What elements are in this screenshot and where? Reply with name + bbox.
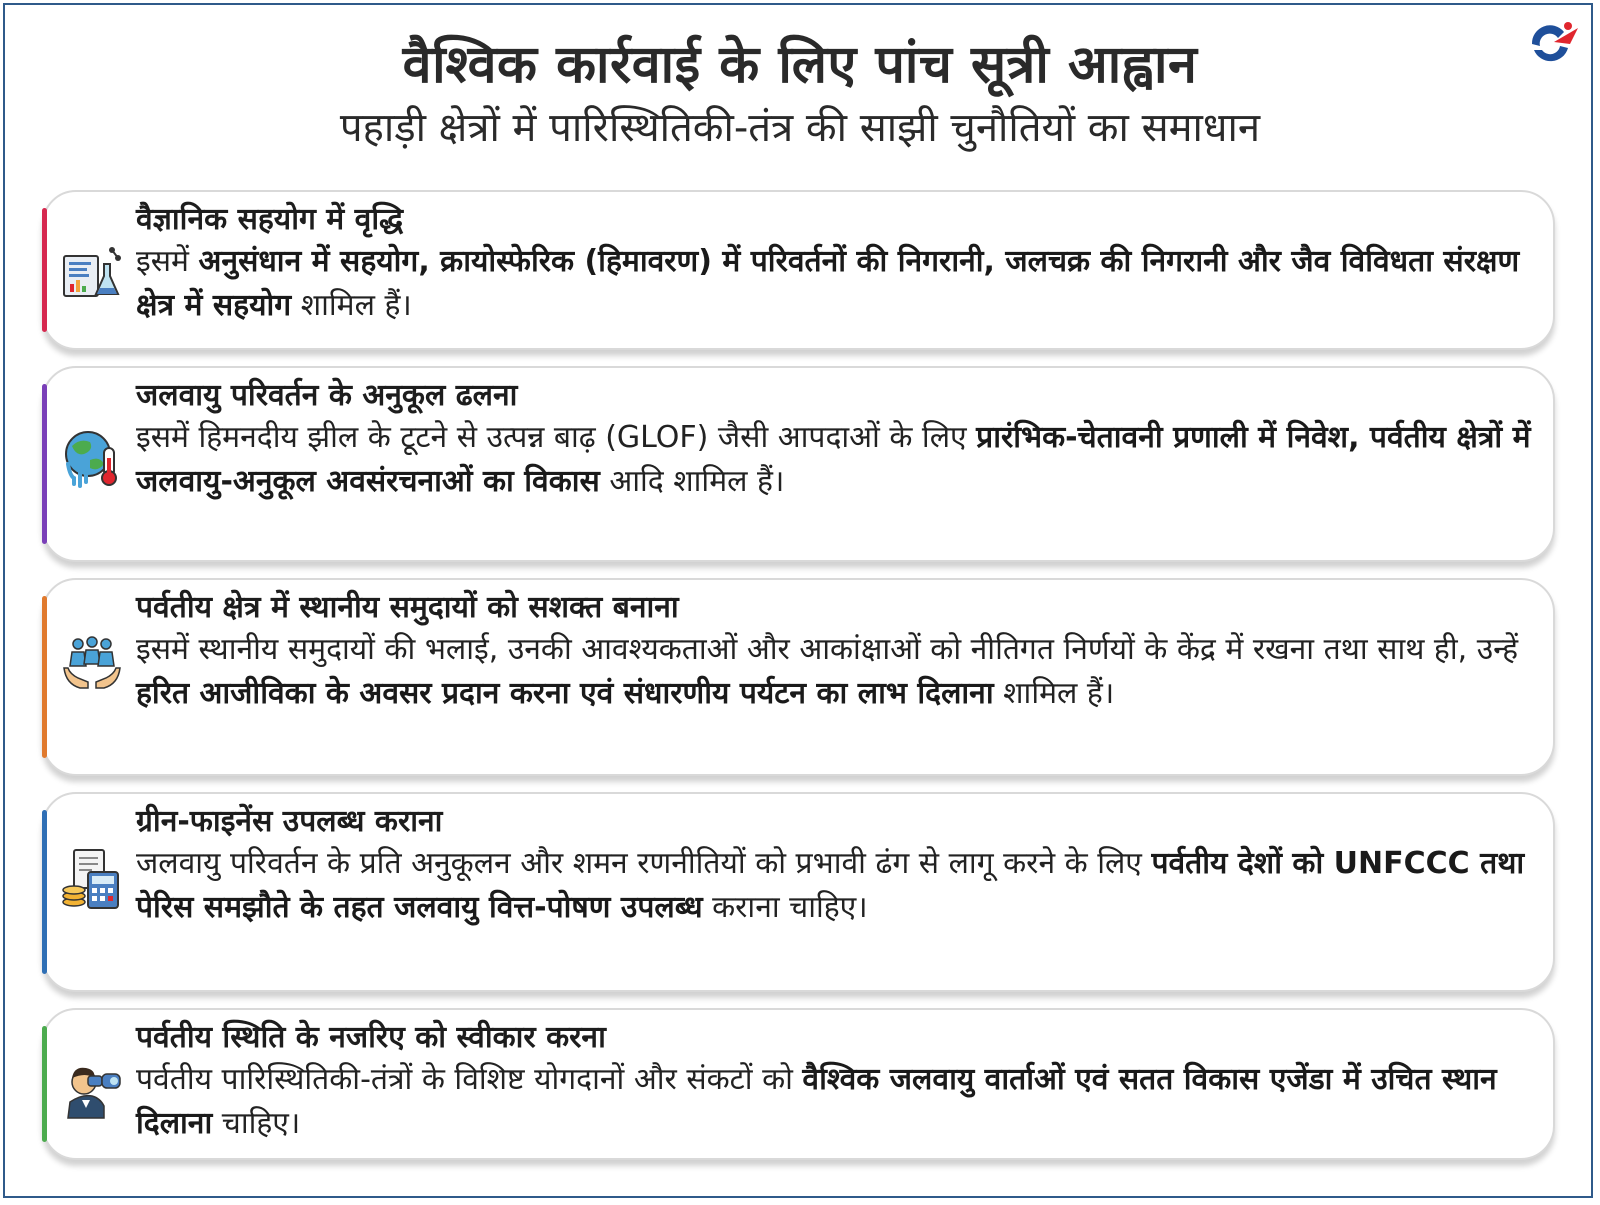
person-binoculars-icon bbox=[60, 1056, 124, 1120]
page-subtitle: पहाड़ी क्षेत्रों में पारिस्थितिकी-तंत्र की साझी चुनौतियों का समाधान bbox=[339, 105, 1261, 151]
card-body: इसमें स्थानीय समुदायों की भलाई, उनकी आवश्यकताओं और आकांक्षाओं को नीतिगत निर्णयों के केंद्र में रखना तथा साथ ही, उन्हें हरित आजीविका के अवसर प्रदान करना एवं संधारणीय पर्यटन का लाभ दिलाना शामिल हैं। bbox=[136, 632, 1519, 711]
card-heading: वैज्ञानिक सहयोग में वृद्धि bbox=[136, 202, 404, 237]
card-accent bbox=[42, 810, 47, 974]
finance-calculator-icon bbox=[60, 848, 124, 912]
card-scientific-cooperation bbox=[42, 190, 1555, 350]
melting-earth-thermometer-icon bbox=[60, 426, 124, 490]
card-text bbox=[136, 802, 1531, 930]
card-text bbox=[136, 200, 1531, 328]
card-body: पर्वतीय पारिस्थितिकी-तंत्रों के विशिष्ट योगदानों और संकटों को वैश्विक जलवायु वार्ताओं एवं सतत विकास एजेंडा में उचित स्थान दिलाना चाहिए। bbox=[136, 1062, 1497, 1141]
card-accent bbox=[42, 384, 47, 544]
card-accent bbox=[42, 1026, 47, 1142]
card-body: जलवायु परिवर्तन के प्रति अनुकूलन और शमन रणनीतियों को प्रभावी ढंग से लागू करने के लिए पर्वतीय देशों को UNFCCC तथा पेरिस समझौते के तहत जलवायु वित्त-पोषण उपलब्ध कराना चाहिए। bbox=[136, 846, 1525, 925]
card-mountain-perspective bbox=[42, 1008, 1555, 1160]
card-heading: ग्रीन-फाइनेंस उपलब्ध कराना bbox=[136, 804, 443, 839]
card-accent bbox=[42, 596, 47, 758]
card-accent bbox=[42, 208, 47, 332]
card-body: इसमें हिमनदीय झील के टूटने से उत्पन्न बाढ़ (GLOF) जैसी आपदाओं के लिए प्रारंभिक-चेतावनी प्रणाली में निवेश, पर्वतीय क्षेत्रों में जलवायु-अनुकूल अवसंरचनाओं का विकास आदि शामिल हैं। bbox=[136, 420, 1531, 499]
card-climate-adaptation bbox=[42, 366, 1555, 562]
card-empower-communities bbox=[42, 578, 1555, 776]
community-hands-icon bbox=[60, 632, 124, 696]
card-body: इसमें अनुसंधान में सहयोग, क्रायोस्फेरिक (हिमावरण) में परिवर्तनों की निगरानी, जलचक्र की निगरानी और जैव विविधता संरक्षण क्षेत्र में सहयोग शामिल हैं। bbox=[136, 244, 1520, 323]
card-green-finance bbox=[42, 792, 1555, 992]
card-text bbox=[136, 1018, 1531, 1146]
card-heading: जलवायु परिवर्तन के अनुकूल ढलना bbox=[136, 378, 518, 413]
card-text bbox=[136, 588, 1531, 716]
card-text bbox=[136, 376, 1531, 504]
page-title: वैश्विक कार्रवाई के लिए पांच सूत्री आह्वान bbox=[402, 35, 1198, 95]
card-heading: पर्वतीय क्षेत्र में स्थानीय समुदायों को सशक्त बनाना bbox=[136, 590, 679, 625]
research-lab-icon bbox=[60, 242, 124, 306]
card-heading: पर्वतीय स्थिति के नजरिए को स्वीकार करना bbox=[136, 1020, 606, 1055]
